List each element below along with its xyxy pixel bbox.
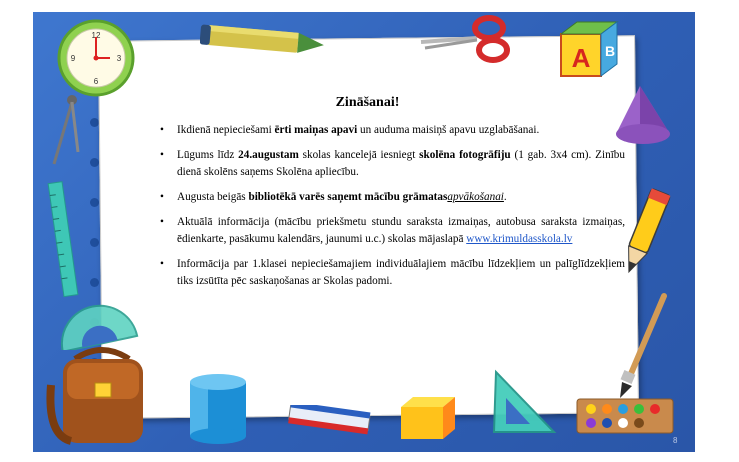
block-letter: B [604,43,616,59]
list-item-bold-text: skolēna fotogrāfiju [419,149,511,161]
school-website-link[interactable]: www.krimuldasskola.lv [466,233,573,245]
clock-number: 3 [116,54,122,63]
page-number: 8 [673,436,678,445]
list-item-bold-text: bibliotēkā varēs saņemt mācību grāmatas [248,191,448,203]
ruler-icon [44,180,84,298]
list-item [160,256,625,290]
pencil-icon [200,22,330,60]
cube-icon [397,395,461,441]
list-item-text: Augusta beigās [177,191,249,203]
list-item-text: Ikdienā nepieciešami [177,124,275,136]
protractor-icon [52,300,142,350]
binder-hole [90,158,99,167]
binder-hole [90,198,99,207]
list-item [160,147,625,181]
brush-icon [612,290,672,400]
list-item-text: un auduma maisiņš apavu uzglabāšanai. [357,124,540,136]
cylinder-icon [186,372,250,446]
list-item-text: Informācija par 1.klasei nepieciešamajiem individuālajiem mācību līdzekļiem un palīglīdzekļiem tiks izsūtīta pēc saskaņošanas ar Skolas padomi. [177,258,625,287]
list-item-italic-text: apvākošanai [447,191,504,203]
list-item-text: Lūgums līdz [177,149,239,161]
binder-hole [90,238,99,247]
scissors-icon [415,12,515,64]
compass-icon [46,92,86,172]
list-item [160,214,625,248]
abc-block-icon [555,18,635,82]
book-icon [285,405,375,435]
paint-palette-icon [575,395,675,435]
block-letter: A [571,43,591,73]
list-item-text: . [503,191,507,203]
binder-hole [90,118,99,127]
clock-icon [56,18,136,98]
list-item-text: Aktuālā informācija (mācību priekšmetu stundu saraksta izmaiņas, autobusa saraksta izmaiņas, ēdienkarte, pasākumu kalendārs, jaunumi u.c.) skolas mājaslapā [177,216,625,245]
list-item [160,189,625,206]
list-item-bold-text: 24.augustam [238,149,299,161]
list-item-text: skolas kancelejā iesniegt [298,149,420,161]
notice-list [160,122,625,298]
list-item-bold-text: ērti maiņas apavi [274,124,358,136]
list-item [160,122,625,139]
set-square-icon [488,368,560,438]
clock-number: 6 [93,77,99,86]
list-item-text: (1 gab. 3x4 cm). Zinību dienā skolēns saņems Skolēna apliecību. [177,149,625,178]
notice-title: Zināšanai! [335,95,400,110]
binder-hole [90,278,99,287]
backpack-icon [45,345,160,445]
clock-number: 9 [70,54,76,63]
clock-number: 12 [91,31,101,40]
